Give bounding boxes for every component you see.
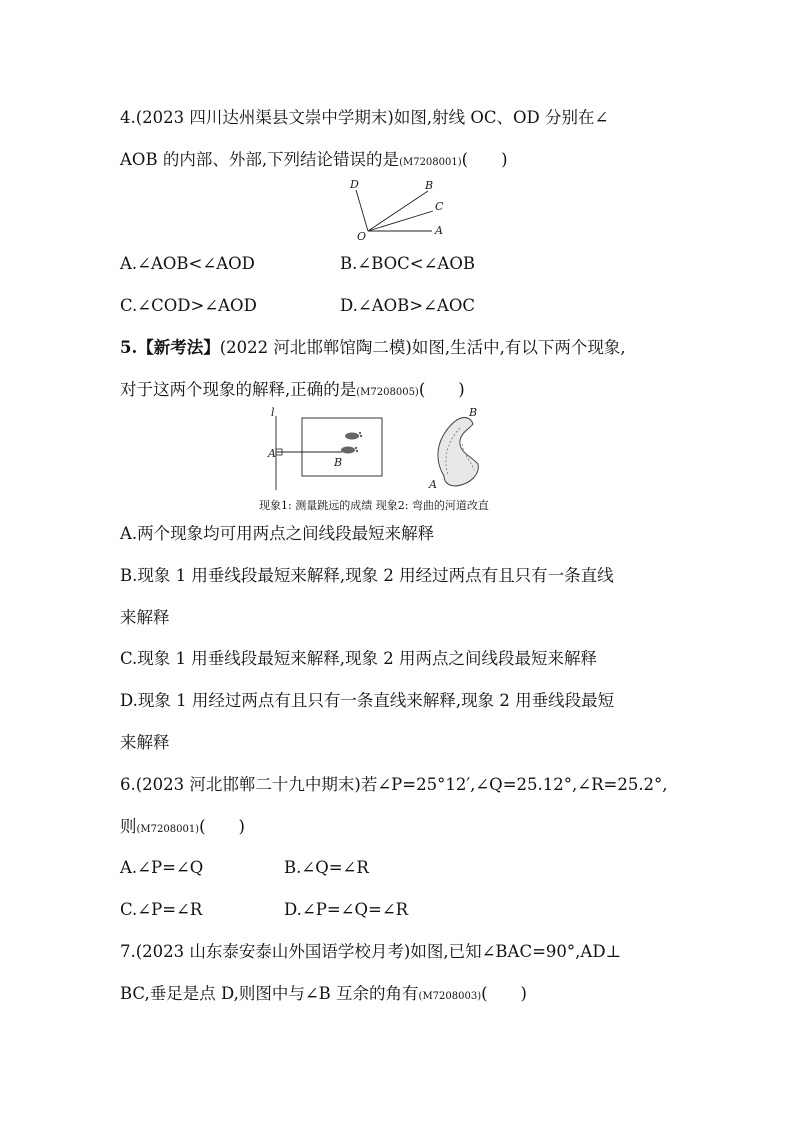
q7-question-code: (M7208003) xyxy=(418,991,482,1002)
q7-stem-line1: 7.(2023 山东泰安泰山外国语学校月考)如图,已知∠BAC=90°,AD⊥ xyxy=(120,942,622,961)
q4-stem-line1: 4.(2023 四川达州渠县文崇中学期末)如图,射线 OC、OD 分别在∠ xyxy=(120,108,609,127)
q5-option-b-line2[interactable]: 来解释 xyxy=(120,608,170,627)
q5-label-A2: A xyxy=(429,478,437,491)
q5-label-l: l xyxy=(271,406,275,419)
q5-question-code: (M7208005) xyxy=(356,387,419,398)
q5-stem-text2: 对于这两个现象的解释,正确的是 xyxy=(120,380,357,399)
q6-stem-text: 则 xyxy=(120,817,137,836)
q4-label-C: C xyxy=(435,200,444,213)
q5-option-a[interactable]: A.两个现象均可用两点之间线段最短来解释 xyxy=(120,524,435,543)
q5-label-A1: A xyxy=(268,447,276,460)
q6-option-a[interactable]: A.∠P=∠Q xyxy=(120,858,204,877)
q5-stem-line1 xyxy=(120,337,626,359)
q6-answer-bracket: ( ) xyxy=(199,817,245,836)
q4-label-O: O xyxy=(357,230,367,242)
q4-label-D: D xyxy=(350,178,359,191)
q4-question-code: (M7208001) xyxy=(399,157,462,168)
q5-option-b-line1[interactable]: B.现象 1 用垂线段最短来解释,现象 2 用经过两点有且只有一条直线 xyxy=(120,566,614,585)
q6-stem-line2 xyxy=(120,816,245,841)
q4-angle-figure xyxy=(340,176,450,242)
q4-option-b[interactable]: B.∠BOC<∠AOB xyxy=(340,254,475,273)
q6-option-c[interactable]: C.∠P=∠R xyxy=(120,900,203,919)
q4-option-a[interactable]: A.∠AOB<∠AOD xyxy=(120,254,255,273)
q5-option-d-line1[interactable]: D.现象 1 用经过两点有且只有一条直线来解释,现象 2 用垂线段最短 xyxy=(120,691,615,710)
q7-stem-line2 xyxy=(120,983,527,1008)
q5-phenomena-figure xyxy=(266,404,506,492)
q5-answer-bracket: ( ) xyxy=(418,380,465,399)
q4-stem-text: AOB 的内部、外部,下列结论错误的是 xyxy=(120,150,400,169)
q7-stem-text: BC,垂足是点 D,则图中与∠B 互余的角有 xyxy=(120,984,419,1003)
q4-label-A: A xyxy=(435,224,443,237)
river-shape xyxy=(438,418,478,486)
q7-answer-bracket: ( ) xyxy=(481,984,527,1003)
q5-label-B2: B xyxy=(469,406,478,419)
q4-option-c[interactable]: C.∠COD>∠AOD xyxy=(120,296,257,315)
q5-option-c[interactable]: C.现象 1 用垂线段最短来解释,现象 2 用两点之间线段最短来解释 xyxy=(120,649,598,668)
q5-figure-caption: 现象1: 测量跳远的成绩 现象2: 弯曲的河道改直 xyxy=(259,499,489,512)
footprint-icon xyxy=(341,432,362,454)
q5-stem-line2 xyxy=(120,379,465,404)
q6-option-d[interactable]: D.∠P=∠Q=∠R xyxy=(284,900,409,919)
q6-stem-line1: 6.(2023 河北邯郸二十九中期末)若∠P=25°12′,∠Q=25.12°,∠R=25.2°, xyxy=(120,775,668,794)
q4-option-d[interactable]: D.∠AOB>∠AOC xyxy=(340,296,475,315)
q4-label-B: B xyxy=(425,179,434,192)
q5-new-method-tag: 5.【新考法】 xyxy=(120,338,220,357)
q5-stem-text1: (2022 河北邯郸馆陶二模)如图,生活中,有以下两个现象, xyxy=(219,338,626,357)
q5-label-B1: B xyxy=(334,456,343,469)
q4-stem-line2 xyxy=(120,149,508,174)
q5-option-d-line2[interactable]: 来解释 xyxy=(120,733,170,752)
q4-answer-bracket: ( ) xyxy=(461,150,508,169)
q6-option-b[interactable]: B.∠Q=∠R xyxy=(284,858,369,877)
q6-question-code: (M7208001) xyxy=(136,824,200,835)
